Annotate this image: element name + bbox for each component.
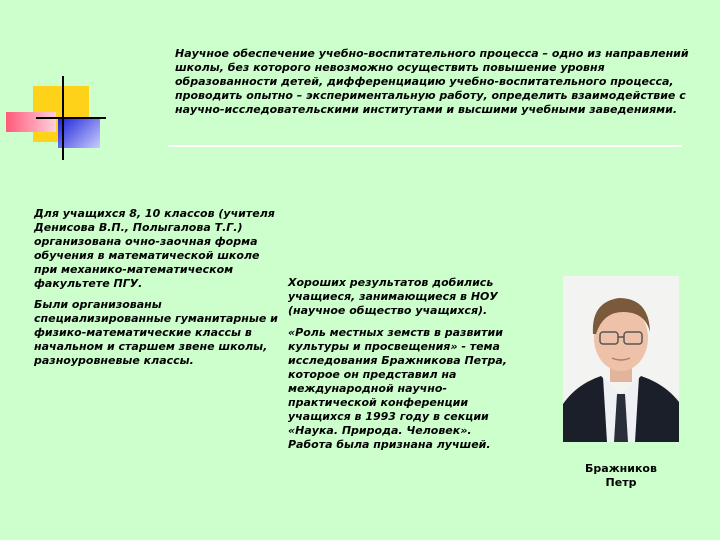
deco-red-bar [6, 112, 56, 132]
mid-paragraph-research: «Роль местных земств в развитии культуры и просвещения» - тема исследования Бражникова Петра, которое он представил на международной научно- практической конференции учащихся в 1993 году в секции «Наука. Природа. Человек». Работа была признана лучшей. [288, 326, 507, 451]
photo-caption: Бражников Петр [585, 462, 657, 489]
portrait-photo [563, 276, 679, 442]
intro-paragraph: Научное обеспечение учебно-воспитательного процесса – одно из направлений школы, без которого невозможно осуществить повышение уровня образованности детей, дифференциацию учебно-воспитательного процесса, проводить опытно – экспериментальную работу, определить взаимодействие с научно-исследовательскими институтами и высшими учебными заведениями. [175, 47, 689, 116]
mid-paragraph-nou: Хороших результатов добились учащиеся, занимающиеся в НОУ (научное общество учащихся). [288, 276, 498, 317]
title-divider [168, 145, 682, 147]
deco-horizontal-line [36, 117, 106, 119]
left-paragraph-math-school: Для учащихся 8, 10 классов (учителя Денисова В.П., Полыгалова Т.Г.) организована очно-заочная форма обучения в математической школе при механико-математическом факультете ПГУ. [34, 207, 275, 290]
portrait-illustration [563, 276, 679, 442]
deco-blue-square [58, 118, 100, 148]
left-paragraph-classes: Были организованы специализированные гуманитарные и физико-математические классы в начальном и старшем звене школы, разноуровневые классы. [34, 298, 278, 367]
